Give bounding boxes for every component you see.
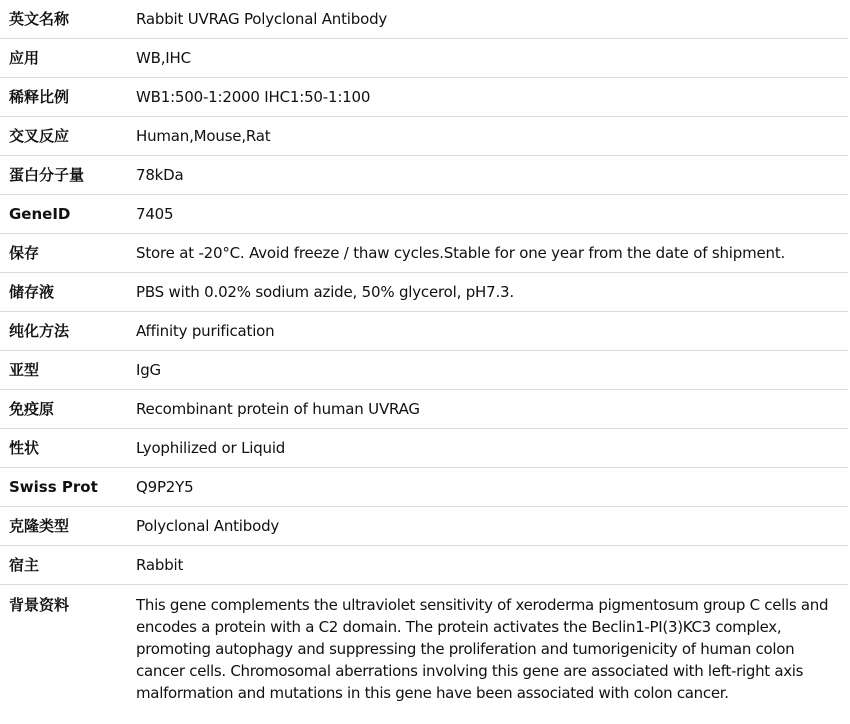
spec-label: 英文名称 xyxy=(0,0,136,39)
spec-label: 纯化方法 xyxy=(0,312,136,351)
spec-label: 克隆类型 xyxy=(0,507,136,546)
spec-label: 应用 xyxy=(0,39,136,78)
background-description: This gene complements the ultraviolet sensitivity of xeroderma pigmentosum group C cells and encodes a protein with a C2 domain. The protein activates the Beclin1-PI(3)KC3 complex, promoting autophagy and suppressing the proliferation and tumorigenicity of human colon cancer cells. Chromosomal aberrations involving this gene are associated with left-right axis malformation and mutations in this gene have been associated with colon cancer. xyxy=(136,596,829,702)
spec-label: 储存液 xyxy=(0,273,136,312)
spec-value: PBS with 0.02% sodium azide, 50% glycerol, pH7.3. xyxy=(136,273,848,312)
spec-label: 稀释比例 xyxy=(0,78,136,117)
spec-value: Human,Mouse,Rat xyxy=(136,117,848,156)
spec-value: 78kDa xyxy=(136,156,848,195)
spec-value: Store at -20°C. Avoid freeze / thaw cycles.Stable for one year from the date of shipment. xyxy=(136,234,848,273)
spec-value: Q9P2Y5 xyxy=(136,468,848,507)
spec-value: IgG xyxy=(136,351,848,390)
spec-value: 7405 xyxy=(136,195,848,234)
spec-row-swiss-prot xyxy=(0,468,848,507)
spec-row-immunogen xyxy=(0,390,848,429)
spec-row-english-name xyxy=(0,0,848,39)
spec-row-molecular-weight xyxy=(0,156,848,195)
spec-row-cross-reactivity xyxy=(0,117,848,156)
spec-value: Rabbit UVRAG Polyclonal Antibody xyxy=(136,0,848,39)
spec-label: 宿主 xyxy=(0,546,136,585)
spec-row-storage xyxy=(0,234,848,273)
spec-value: Polyclonal Antibody xyxy=(136,507,848,546)
spec-row-clonality xyxy=(0,507,848,546)
spec-label: GeneID xyxy=(0,195,136,234)
spec-label: Swiss Prot xyxy=(0,468,136,507)
spec-row-gene-id xyxy=(0,195,848,234)
spec-value: Rabbit xyxy=(136,546,848,585)
spec-value: Lyophilized or Liquid xyxy=(136,429,848,468)
spec-row-purification xyxy=(0,312,848,351)
spec-label: 交叉反应 xyxy=(0,117,136,156)
spec-label: 亚型 xyxy=(0,351,136,390)
spec-value: Recombinant protein of human UVRAG xyxy=(136,390,848,429)
spec-label: 性状 xyxy=(0,429,136,468)
spec-row-dilution xyxy=(0,78,848,117)
spec-row-storage-buffer xyxy=(0,273,848,312)
spec-label: 免疫原 xyxy=(0,390,136,429)
spec-row-form xyxy=(0,429,848,468)
spec-value: WB,IHC xyxy=(136,39,848,78)
spec-label: 背景资料 xyxy=(9,596,70,614)
spec-label: 保存 xyxy=(0,234,136,273)
spec-label: 蛋白分子量 xyxy=(0,156,136,195)
spec-row-host xyxy=(0,546,848,585)
spec-row-background xyxy=(0,585,848,705)
spec-value: Affinity purification xyxy=(136,312,848,351)
spec-value: WB1:500-1:2000 IHC1:50-1:100 xyxy=(136,78,848,117)
spec-row-application xyxy=(0,39,848,78)
spec-row-isotype xyxy=(0,351,848,390)
